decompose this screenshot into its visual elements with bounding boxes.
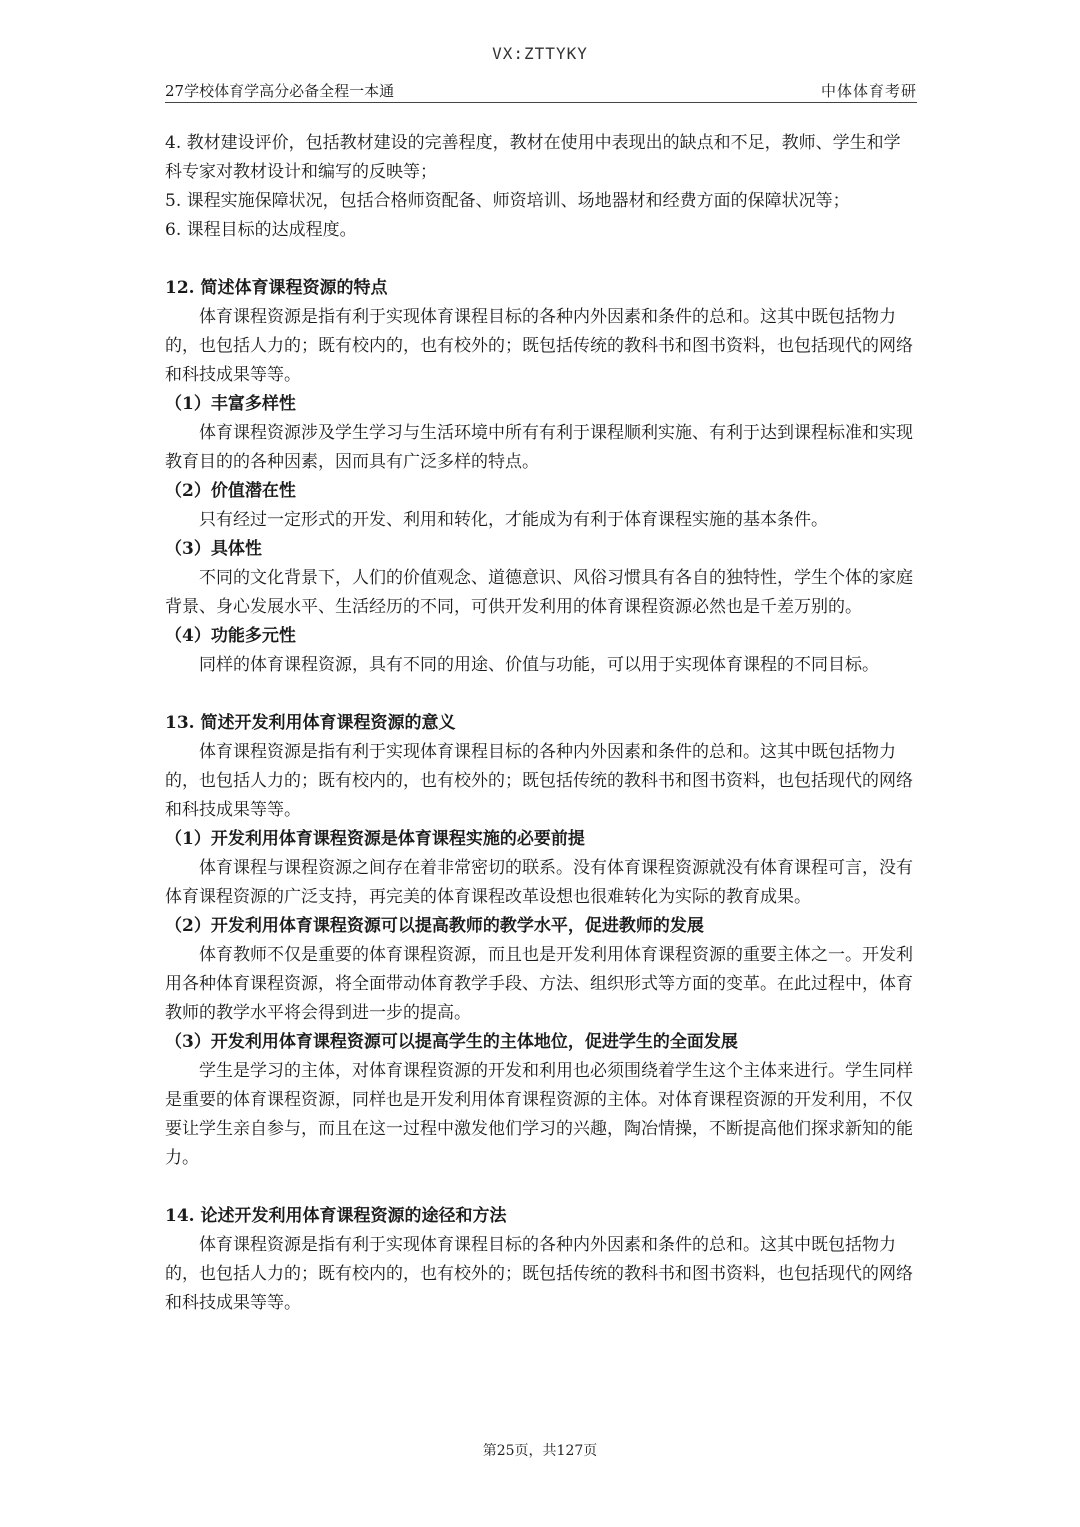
- point-text: 只有经过一定形式的开发、利用和转化，才能成为有利于体育课程实施的基本条件。: [199, 510, 828, 530]
- question-12-title: 12. 简述体育课程资源的特点: [165, 278, 388, 298]
- header-publisher: 中体体育考研: [820, 82, 917, 100]
- point-text: 体育课程与课程资源之间存在着非常密切的联系。没有体育课程资源就没有体育课程可言，没有体育课程资源的广泛支持，再完美的体育课程改革设想也很难转化为实际的教育成果。: [165, 858, 913, 907]
- question-13-intro: 体育课程资源是指有利于实现体育课程目标的各种内外因素和条件的总和。这其中既包括物力的，也包括人力的；既有校内的，也有校外的；既包括传统的教科书和图书资料，也包括现代的网络和科技成果等等。: [165, 742, 913, 820]
- point-title: （2）价值潜在性: [165, 481, 296, 501]
- list-item: 6. 课程目标的达成程度。: [165, 220, 357, 240]
- watermark-text: VX:ZTTYKY: [492, 44, 588, 63]
- point-title: （4）功能多元性: [165, 626, 296, 646]
- point-text: 同样的体育课程资源，具有不同的用途、价值与功能，可以用于实现体育课程的不同目标。: [199, 655, 879, 675]
- page-content: [165, 129, 917, 1318]
- question-13-title: 13. 简述开发利用体育课程资源的意义: [165, 713, 456, 733]
- point-text: 体育教师不仅是重要的体育课程资源，而且也是开发利用体育课程资源的重要主体之一。开发利用各种体育课程资源，将全面带动体育教学手段、方法、组织形式等方面的变革。在此过程中，体育教师的教学水平将会得到进一步的提高。: [165, 945, 913, 1023]
- point-title: （3）开发利用体育课程资源可以提高学生的主体地位，促进学生的全面发展: [165, 1032, 738, 1052]
- point-text: 学生是学习的主体，对体育课程资源的开发和利用也必须围绕着学生这个主体来进行。学生同样是重要的体育课程资源，同样也是开发利用体育课程资源的主体。对体育课程资源的开发利用，不仅要让学生亲自参与，而且在这一过程中激发他们学习的兴趣，陶冶情操，不断提高他们探求新知的能力。: [165, 1061, 913, 1168]
- question-14-title: 14. 论述开发利用体育课程资源的途径和方法: [165, 1206, 507, 1226]
- page-header: [165, 78, 917, 103]
- question-12-intro: 体育课程资源是指有利于实现体育课程目标的各种内外因素和条件的总和。这其中既包括物力的，也包括人力的；既有校内的，也有校外的；既包括传统的教科书和图书资料，也包括现代的网络和科技成果等等。: [165, 307, 913, 385]
- question-14-intro: 体育课程资源是指有利于实现体育课程目标的各种内外因素和条件的总和。这其中既包括物力的，也包括人力的；既有校内的，也有校外的；既包括传统的教科书和图书资料，也包括现代的网络和科技成果等等。: [165, 1235, 913, 1313]
- point-title: （3）具体性: [165, 539, 262, 559]
- list-item: 4. 教材建设评价，包括教材建设的完善程度，教材在使用中表现出的缺点和不足，教师、学生和学科专家对教材设计和编写的反映等；: [165, 133, 901, 182]
- header-book-title: 27学校体育学高分必备全程一本通: [165, 82, 395, 100]
- point-text: 体育课程资源涉及学生学习与生活环境中所有有利于课程顺利实施、有利于达到课程标准和实现教育目的的各种因素，因而具有广泛多样的特点。: [165, 423, 913, 472]
- page-number: 第25页，共127页: [482, 1443, 598, 1459]
- list-item: 5. 课程实施保障状况，包括合格师资配备、师资培训、场地器材和经费方面的保障状况等；: [165, 191, 850, 211]
- point-title: （1）开发利用体育课程资源是体育课程实施的必要前提: [165, 829, 585, 849]
- point-title: （2）开发利用体育课程资源可以提高教师的教学水平，促进教师的发展: [165, 916, 704, 936]
- point-text: 不同的文化背景下，人们的价值观念、道德意识、风俗习惯具有各自的独特性，学生个体的家庭背景、身心发展水平、生活经历的不同，可供开发利用的体育课程资源必然也是千差万别的。: [165, 568, 913, 617]
- point-title: （1）丰富多样性: [165, 394, 296, 414]
